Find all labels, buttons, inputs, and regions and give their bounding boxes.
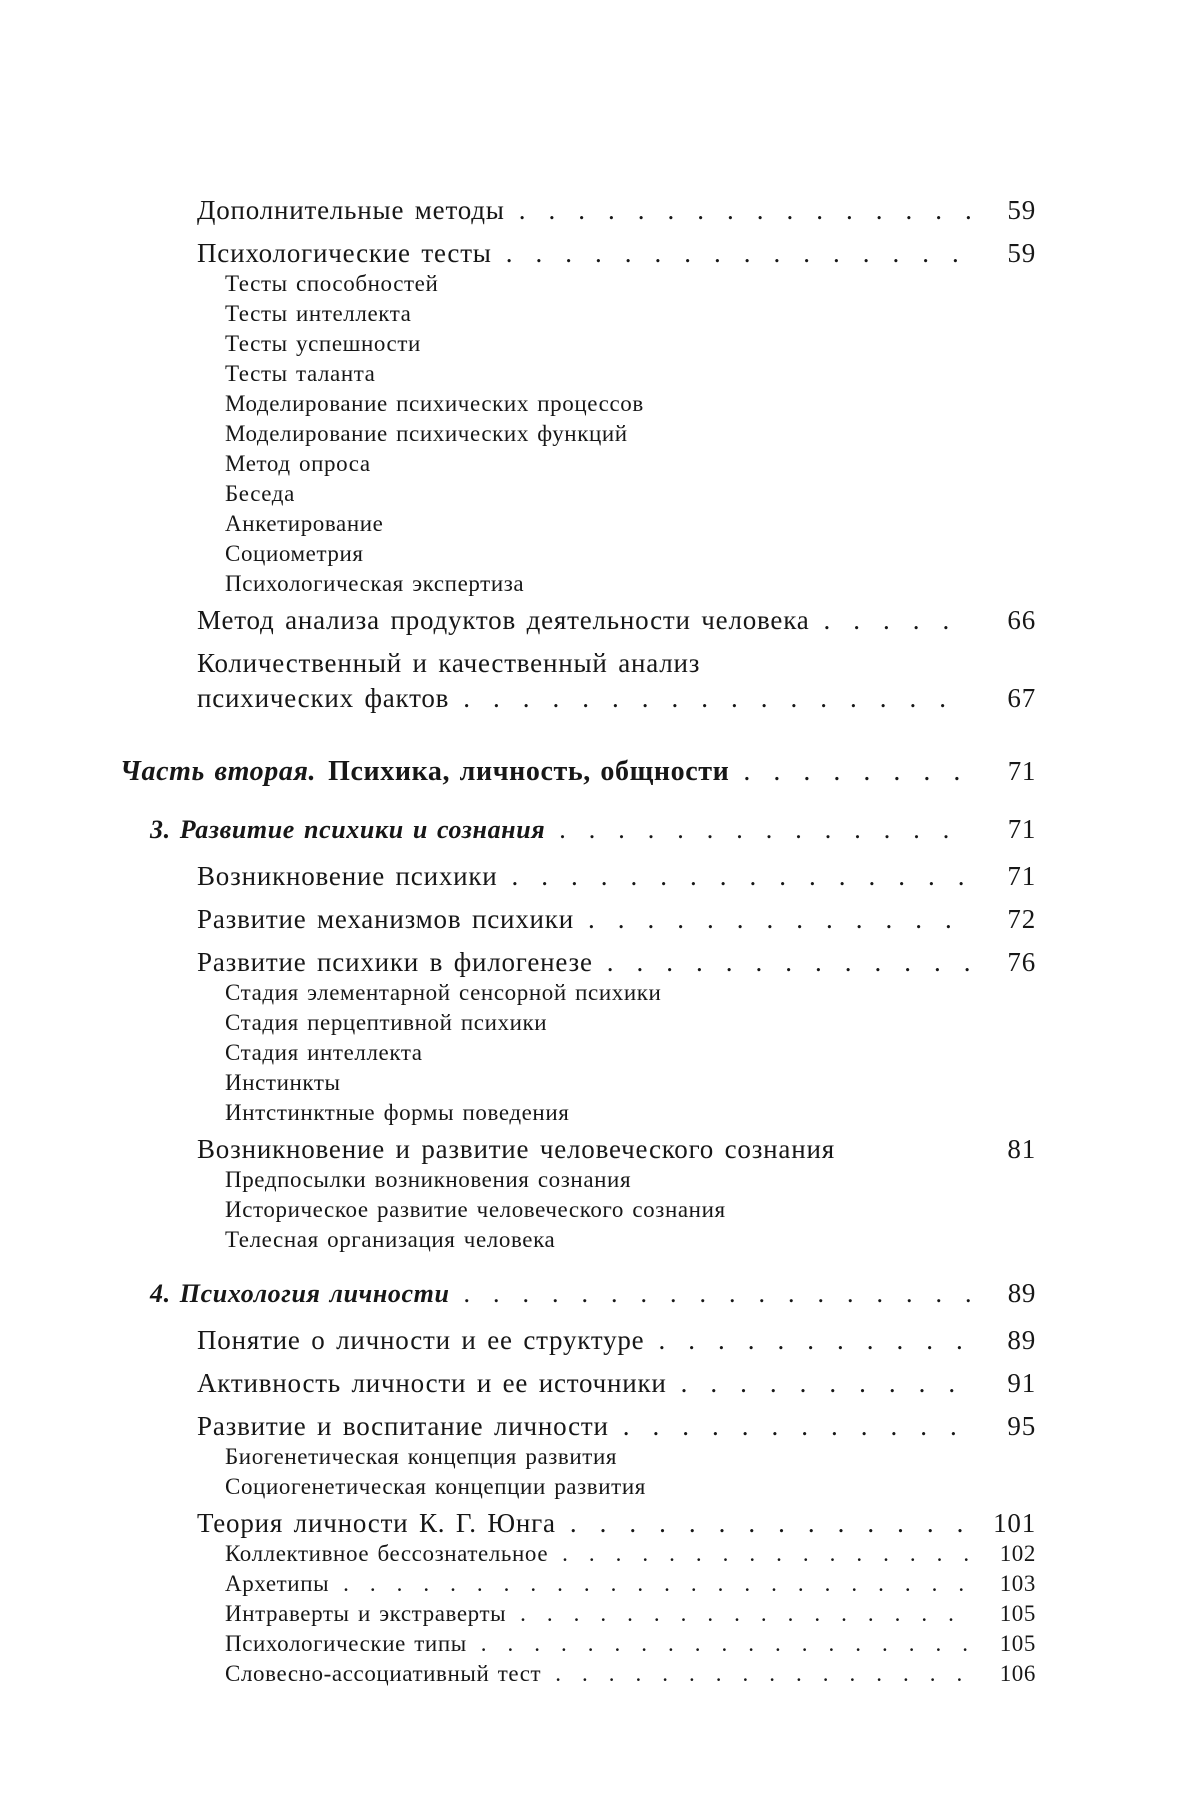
toc-row: [120, 1569, 1036, 1599]
dot-leader: [824, 604, 971, 636]
toc-row: [120, 1133, 1036, 1165]
dot-leader: [623, 1410, 970, 1442]
dot-leader: [607, 946, 970, 978]
toc-entry-label: Стадия элементарной сенсорной психики: [225, 980, 662, 1005]
toc-entry-label: Активность личности и ее источники: [197, 1368, 667, 1398]
dot-leader: [519, 194, 970, 226]
toc-row: [120, 509, 1036, 539]
page-number: 59: [1007, 238, 1036, 268]
toc-row: [120, 1599, 1036, 1629]
toc-entry-label: [120, 755, 729, 789]
toc-row: [120, 903, 1036, 935]
toc-row: [120, 860, 1036, 892]
toc-row: [120, 539, 1036, 569]
toc-row: [120, 449, 1036, 479]
toc-entry-label: Анкетирование: [225, 511, 384, 536]
toc-entry-label: Дополнительные методы: [197, 195, 505, 225]
toc-row: [120, 1277, 1036, 1310]
dot-leader: [512, 860, 970, 892]
toc-row: [120, 813, 1036, 846]
page-number: 76: [1007, 947, 1036, 977]
toc-entry-label: Психологические тесты: [197, 238, 492, 268]
toc-row: [120, 978, 1036, 1008]
page-number: 67: [1007, 683, 1036, 713]
toc-row: [120, 1324, 1036, 1356]
toc-row: [120, 1008, 1036, 1038]
toc-row: [120, 1659, 1036, 1689]
toc-row: [120, 1098, 1036, 1128]
toc-row: [120, 1629, 1036, 1659]
toc-entry-label: Теория личности К. Г. Юнга: [197, 1508, 556, 1538]
toc-row: [120, 1507, 1036, 1539]
toc-entry-label: Метод опроса: [225, 451, 371, 476]
toc-entry-label: Возникновение психики: [197, 861, 498, 891]
dot-leader: [681, 1367, 970, 1399]
page-number: 59: [1007, 195, 1036, 225]
dot-leader: [506, 237, 970, 269]
toc-row: [120, 569, 1036, 599]
page-number: 102: [999, 1541, 1036, 1566]
dot-leader: [562, 1539, 970, 1569]
page-number: 106: [999, 1661, 1036, 1686]
part-number-label: Часть вторая.: [120, 756, 317, 787]
toc-entry-label: 3. Развитие психики и сознания: [150, 815, 546, 844]
toc-entry-label: Моделирование психических процессов: [225, 391, 644, 416]
toc-entry-label: Коллективное бессознательное: [225, 1541, 549, 1566]
toc-entry-label: Биогенетическая концепция развития: [225, 1444, 618, 1469]
toc-row: [120, 389, 1036, 419]
page-number: 71: [1007, 861, 1036, 891]
dot-leader: [559, 814, 970, 846]
dot-leader: [743, 755, 970, 789]
toc-entry-label: Развитие механизмов психики: [197, 904, 574, 934]
toc-row: [120, 1195, 1036, 1225]
toc-row: [120, 1225, 1036, 1255]
toc-entry-label: Возникновение и развитие человеческого сознания: [197, 1134, 835, 1164]
toc-entry-label: Беседа: [225, 481, 295, 506]
toc-entry-label: психических фактов: [197, 683, 450, 713]
toc-entry-label: Интстинктные формы поведения: [225, 1100, 570, 1125]
toc-row: [120, 269, 1036, 299]
toc-entry-label: Словесно-ассоциативный тест: [225, 1661, 542, 1686]
page-number: 72: [1007, 904, 1036, 934]
toc-entry-label: Количественный и качественный анализ: [197, 648, 701, 678]
dot-leader: [463, 682, 970, 714]
toc-entry-label: Стадия интеллекта: [225, 1040, 423, 1065]
toc-entry-label: Социогенетическая концепции развития: [225, 1474, 646, 1499]
toc-row: [120, 479, 1036, 509]
toc-entry-label: Тесты интеллекта: [225, 301, 412, 326]
part-title: Психика, личность, общности: [328, 756, 730, 787]
toc-row: [120, 754, 1036, 789]
toc-row: [120, 1442, 1036, 1472]
toc-entry-label: Инстинкты: [225, 1070, 341, 1095]
page-number: 71: [1007, 814, 1036, 844]
toc-row: [120, 329, 1036, 359]
toc-entry-label: 4. Психология личности: [150, 1279, 450, 1308]
toc-row: [120, 1165, 1036, 1195]
toc-row: [120, 299, 1036, 329]
toc-row: [120, 1068, 1036, 1098]
toc-entry-label: Стадия перцептивной психики: [225, 1010, 548, 1035]
toc-entry-label: Телесная организация человека: [225, 1227, 556, 1252]
toc-row: [120, 1472, 1036, 1502]
dot-leader: [520, 1599, 970, 1629]
page-number: 91: [1007, 1368, 1036, 1398]
toc-entry-label: Метод анализа продуктов деятельности человека: [197, 605, 810, 635]
dot-leader: [464, 1278, 970, 1310]
toc-row: [120, 1410, 1036, 1442]
toc-row: [120, 359, 1036, 389]
page-number: 66: [1007, 605, 1036, 635]
page-number: 95: [1007, 1411, 1036, 1441]
toc-entry-label: Развитие психики в филогенезе: [197, 947, 593, 977]
page-number: 89: [1007, 1278, 1036, 1308]
toc-row: [120, 682, 1036, 714]
toc-row: [120, 419, 1036, 449]
dot-leader: [588, 903, 970, 935]
toc-entry-label: Социометрия: [225, 541, 364, 566]
dot-leader: [570, 1507, 970, 1539]
page-number: 89: [1007, 1325, 1036, 1355]
toc-entry-label: Архетипы: [225, 1571, 330, 1596]
page-number: 103: [999, 1571, 1036, 1596]
toc-row: [120, 1038, 1036, 1068]
toc-entry-label: Интраверты и экстраверты: [225, 1601, 507, 1626]
page-number: 105: [999, 1631, 1036, 1656]
toc-row: [120, 194, 1036, 226]
page-number: 105: [999, 1601, 1036, 1626]
toc-entry-label: Понятие о личности и ее структуре: [197, 1325, 645, 1355]
dot-leader: [658, 1324, 970, 1356]
toc-entry-label: Моделирование психических функций: [225, 421, 628, 446]
dot-leader: [343, 1569, 970, 1599]
toc-row: [120, 946, 1036, 978]
toc: [120, 194, 1036, 1689]
toc-entry-label: Психологические типы: [225, 1631, 467, 1656]
toc-entry-label: Тесты успешности: [225, 331, 421, 356]
toc-entry-label: Предпосылки возникновения сознания: [225, 1167, 632, 1192]
toc-entry-label: Тесты способностей: [225, 271, 439, 296]
page-number: 81: [1007, 1134, 1036, 1164]
toc-row: [120, 604, 1036, 636]
page-number: 101: [993, 1508, 1036, 1538]
toc-entry-label: Историческое развитие человеческого сознания: [225, 1197, 726, 1222]
toc-row: [120, 647, 1036, 679]
toc-entry-label: Психологическая экспертиза: [225, 571, 525, 596]
toc-entry-label: Тесты таланта: [225, 361, 376, 386]
toc-row: [120, 237, 1036, 269]
dot-leader: [555, 1659, 970, 1689]
toc-entry-label: Развитие и воспитание личности: [197, 1411, 609, 1441]
dot-leader: [481, 1629, 970, 1659]
page-number: 71: [1007, 756, 1036, 786]
toc-row: [120, 1367, 1036, 1399]
toc-row: [120, 1539, 1036, 1569]
